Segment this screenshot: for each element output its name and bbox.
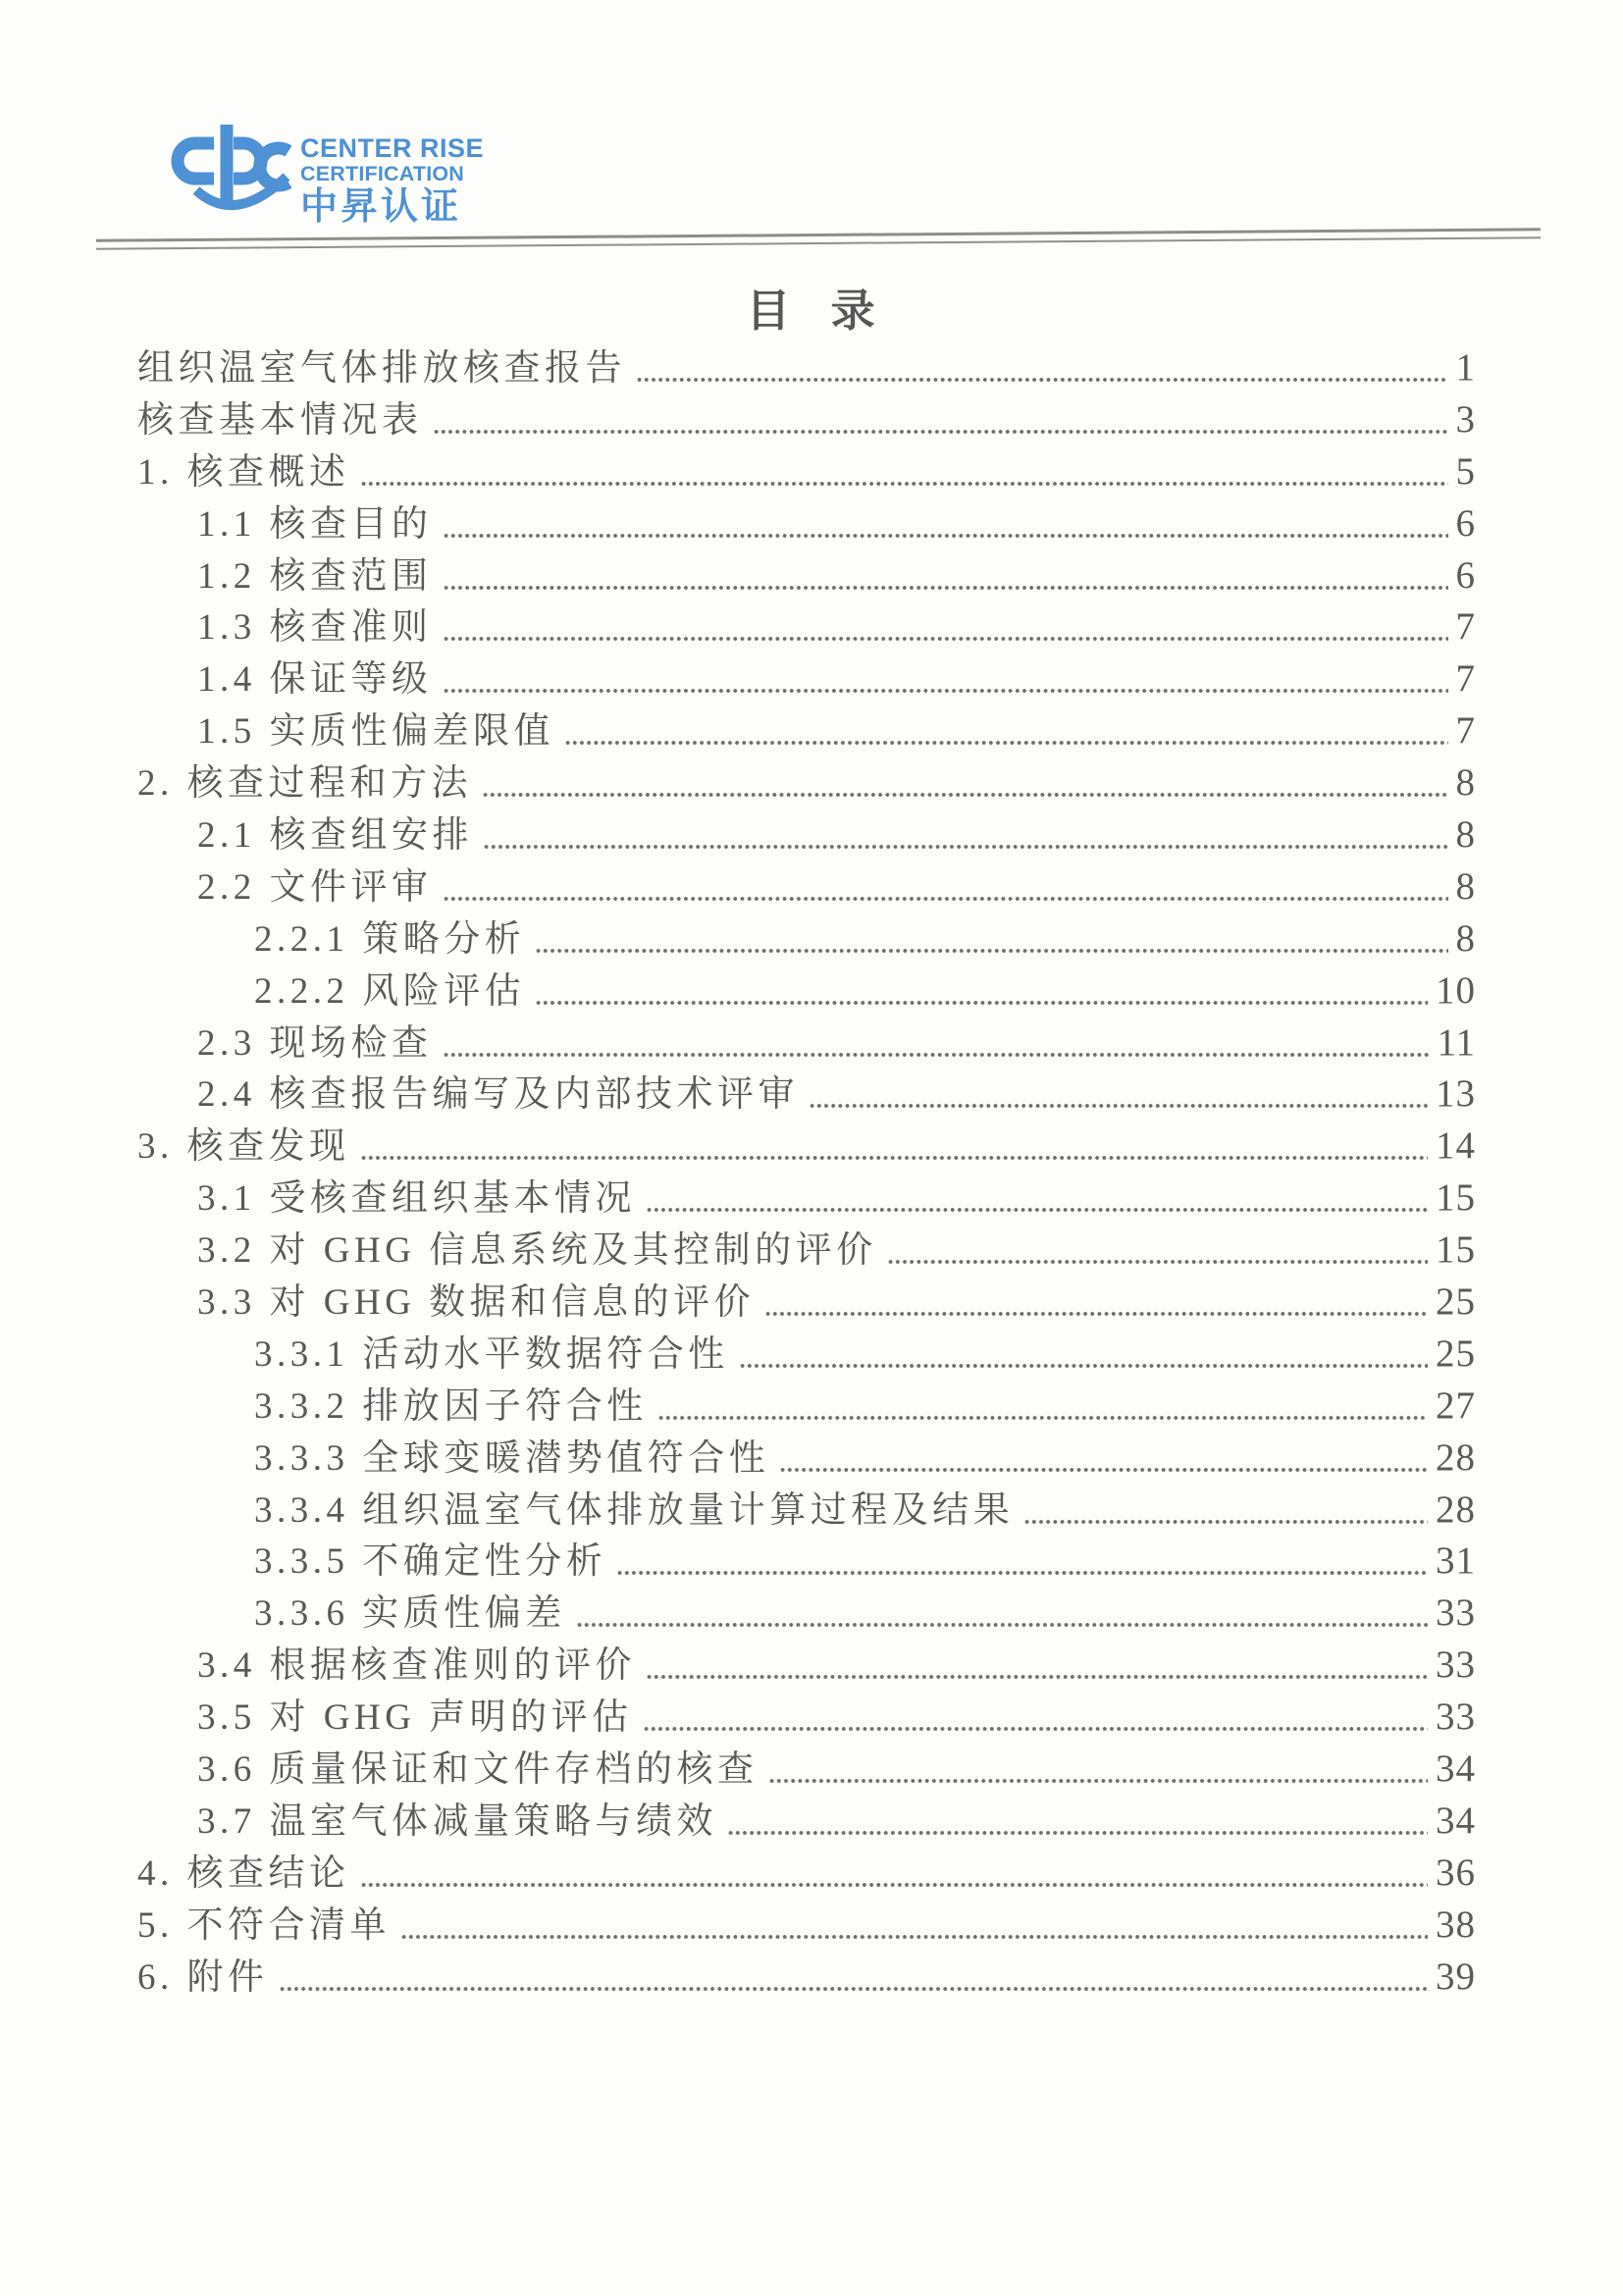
toc-entry-page: 38 <box>1436 1903 1476 1946</box>
toc-entry-label: 3.3.1 活动水平数据符合性 <box>254 1333 729 1375</box>
toc-entry-label: 3.3.3 全球变暖潜势值符合性 <box>254 1437 770 1479</box>
toc-entry <box>137 498 1476 550</box>
toc-entry-label: 5. 不符合清单 <box>137 1905 391 1946</box>
toc-entry-label: 1.3 核查准则 <box>197 607 433 649</box>
dot-leader-icon <box>360 1149 1429 1161</box>
toc-entry-label: 3.3.5 不确定性分析 <box>254 1541 607 1583</box>
dot-leader-icon <box>400 1928 1428 1940</box>
toc-entry-page: 8 <box>1455 761 1476 805</box>
dot-leader-icon <box>809 1097 1428 1109</box>
toc-entry-page: 15 <box>1436 1176 1476 1220</box>
toc-entry <box>137 1744 1476 1796</box>
toc-entry-page: 27 <box>1436 1383 1476 1427</box>
toc-entry-label: 3.1 受核查组织基本情况 <box>197 1178 636 1220</box>
dot-leader-icon <box>739 1357 1428 1369</box>
toc-entry <box>137 1900 1476 1952</box>
toc-entry-label: 3.6 质量保证和文件存档的核查 <box>197 1749 759 1791</box>
logo-line-1: CENTER RISE <box>300 133 485 163</box>
toc-entry-page: 1 <box>1455 346 1476 389</box>
toc-entry-page: 6 <box>1455 501 1476 545</box>
dot-leader-icon <box>443 682 1448 694</box>
toc-entry-page: 10 <box>1436 968 1476 1012</box>
toc-entry <box>137 1329 1476 1381</box>
toc-entry-label: 2.3 现场检查 <box>197 1022 433 1064</box>
dot-leader-icon <box>768 1772 1429 1784</box>
toc-entry <box>137 653 1476 705</box>
header-divider <box>96 228 1541 250</box>
toc-entry-label: 3.4 根据核查准则的评价 <box>197 1645 636 1687</box>
logo-line-2: CERTIFICATION <box>300 161 465 185</box>
toc-entry <box>137 1848 1476 1900</box>
toc-entry-page: 11 <box>1437 1020 1476 1064</box>
toc-entry-page: 34 <box>1436 1799 1476 1842</box>
toc-entry <box>137 1485 1476 1537</box>
dot-leader-icon <box>764 1305 1428 1317</box>
dot-leader-icon <box>443 890 1448 902</box>
crc-logo-icon <box>165 120 292 230</box>
logo <box>165 120 484 230</box>
toc-entry <box>137 861 1476 913</box>
toc-entry-page: 15 <box>1436 1228 1476 1272</box>
toc-entry <box>137 1640 1476 1692</box>
dot-leader-icon <box>643 1720 1428 1732</box>
toc-entry-page: 8 <box>1455 916 1476 960</box>
dot-leader-icon <box>279 1980 1429 1992</box>
dot-leader-icon <box>360 475 1448 487</box>
dot-leader-icon <box>657 1409 1428 1421</box>
toc-entry <box>137 342 1476 394</box>
toc-entry-page: 5 <box>1455 449 1476 493</box>
toc-entry <box>137 601 1476 653</box>
toc-entry-page: 33 <box>1436 1644 1476 1687</box>
dot-leader-icon <box>887 1253 1428 1265</box>
toc-entry-label: 2.2.1 策略分析 <box>254 918 526 960</box>
toc-entry-page: 8 <box>1455 864 1476 908</box>
toc-entry <box>137 1381 1476 1433</box>
toc-entry <box>137 1588 1476 1640</box>
toc-entry <box>137 1796 1476 1848</box>
toc-entry-page: 25 <box>1436 1331 1476 1375</box>
toc-entry <box>137 705 1476 757</box>
toc-entry-label: 3.7 温室气体减量策略与绩效 <box>197 1800 717 1842</box>
toc-entry <box>137 446 1476 498</box>
toc-entry <box>137 394 1476 446</box>
dot-leader-icon <box>779 1461 1428 1473</box>
toc-entry-label: 3.3.2 排放因子符合性 <box>254 1385 648 1427</box>
toc-entry-label: 1.1 核查目的 <box>197 503 433 545</box>
toc-entry-page: 13 <box>1436 1072 1476 1116</box>
toc-entry <box>137 1173 1476 1225</box>
toc-entry <box>137 1536 1476 1588</box>
dot-leader-icon <box>535 942 1447 954</box>
toc-entry <box>137 1225 1476 1277</box>
toc-entry-label: 2.2.2 风险评估 <box>254 970 526 1012</box>
dot-leader-icon <box>535 994 1428 1006</box>
dot-leader-icon <box>1023 1513 1428 1525</box>
dot-leader-icon <box>482 786 1448 798</box>
toc-entry <box>137 1433 1476 1485</box>
dot-leader-icon <box>727 1824 1428 1836</box>
toc-entry-label: 2. 核查过程和方法 <box>137 763 472 805</box>
toc-entry-label: 核查基本情况表 <box>137 399 423 441</box>
dot-leader-icon <box>443 630 1448 642</box>
dot-leader-icon <box>443 527 1448 539</box>
toc-entry-page: 31 <box>1436 1539 1476 1583</box>
toc-entry <box>137 1018 1476 1070</box>
toc-entry <box>137 809 1476 861</box>
toc-entry-label: 2.1 核查组安排 <box>197 815 473 857</box>
dot-leader-icon <box>646 1201 1428 1213</box>
toc-entry-page: 39 <box>1436 1955 1476 1998</box>
toc-entry-label: 3.3.4 组织温室气体排放量计算过程及结果 <box>254 1489 1015 1531</box>
toc-entry-page: 7 <box>1455 657 1476 701</box>
toc-entry-label: 3.3.6 实质性偏差 <box>254 1593 566 1635</box>
toc-entry-label: 3. 核查发现 <box>137 1126 350 1168</box>
toc-entry <box>137 1692 1476 1744</box>
logo-text <box>300 120 484 230</box>
dot-leader-icon <box>616 1564 1428 1576</box>
dot-leader-icon <box>443 579 1448 591</box>
toc-entry <box>137 550 1476 602</box>
toc-entry-page: 34 <box>1436 1748 1476 1791</box>
toc-entry-label: 组织温室气体排放核查报告 <box>137 348 626 389</box>
toc-entry-page: 7 <box>1455 605 1476 649</box>
toc-entry-page: 14 <box>1436 1124 1476 1168</box>
toc-entry-page: 28 <box>1436 1487 1476 1531</box>
dot-leader-icon <box>433 423 1448 435</box>
toc-entry-page: 6 <box>1455 553 1476 597</box>
dot-leader-icon <box>483 838 1448 850</box>
toc-list <box>137 342 1476 2004</box>
toc-entry <box>137 1952 1476 2004</box>
toc-entry-label: 4. 核查结论 <box>137 1852 350 1894</box>
toc-entry <box>137 1069 1476 1121</box>
toc-entry-label: 3.3 对 GHG 数据和信息的评价 <box>197 1282 756 1324</box>
toc-entry-page: 8 <box>1455 813 1476 857</box>
toc-entry-label: 1.4 保证等级 <box>197 659 433 701</box>
toc-entry-page: 36 <box>1436 1851 1476 1894</box>
dot-leader-icon <box>564 734 1448 746</box>
dot-leader-icon <box>636 371 1448 383</box>
toc-entry-label: 3.2 对 GHG 信息系统及其控制的评价 <box>197 1230 877 1272</box>
toc-entry-page: 33 <box>1436 1592 1476 1635</box>
dot-leader-icon <box>360 1876 1429 1888</box>
toc-entry <box>137 757 1476 809</box>
logo-line-3: 中昇认证 <box>300 185 462 228</box>
dot-leader-icon <box>646 1668 1428 1680</box>
toc-entry-label: 3.5 对 GHG 声明的评估 <box>197 1697 633 1739</box>
toc-entry <box>137 1277 1476 1329</box>
page-title: 目 录 <box>746 287 877 336</box>
toc-entry-label: 1. 核查概述 <box>137 451 350 493</box>
toc-entry <box>137 913 1476 965</box>
toc-entry-label: 2.4 核查报告编写及内部技术评审 <box>197 1074 799 1116</box>
toc-entry-label: 1.2 核查范围 <box>197 555 433 597</box>
toc-entry-page: 3 <box>1455 397 1476 441</box>
toc-entry <box>137 1121 1476 1173</box>
toc-entry-label: 1.5 实质性偏差限值 <box>197 711 554 753</box>
dot-leader-icon <box>576 1616 1428 1628</box>
toc-entry-label: 6. 附件 <box>137 1957 269 1998</box>
toc-entry <box>137 965 1476 1018</box>
toc-entry-page: 25 <box>1436 1280 1476 1324</box>
toc-entry-page: 28 <box>1436 1435 1476 1479</box>
toc-entry-page: 7 <box>1455 709 1476 753</box>
toc-entry-label: 2.2 文件评审 <box>197 866 433 908</box>
dot-leader-icon <box>443 1046 1430 1058</box>
toc-entry-page: 33 <box>1436 1696 1476 1739</box>
